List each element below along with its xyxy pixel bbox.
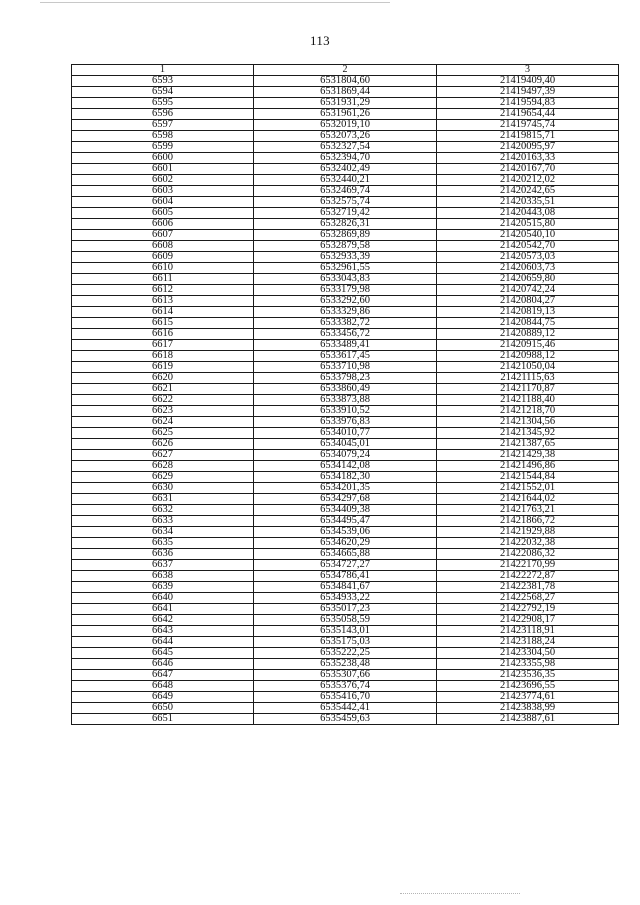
point-number-cell: 6641 bbox=[72, 604, 254, 615]
table-row bbox=[72, 538, 619, 549]
table-row bbox=[72, 296, 619, 307]
table-row bbox=[72, 351, 619, 362]
table-row bbox=[72, 87, 619, 98]
x-coordinate-cell: 6534495,47 bbox=[254, 516, 437, 527]
y-coordinate-cell: 21420844,75 bbox=[437, 318, 619, 329]
y-coordinate-cell: 21423696,55 bbox=[437, 681, 619, 692]
point-number-cell: 6608 bbox=[72, 241, 254, 252]
y-coordinate-cell: 21419815,71 bbox=[437, 131, 619, 142]
table-row bbox=[72, 593, 619, 604]
x-coordinate-cell: 6532961,55 bbox=[254, 263, 437, 274]
table-row bbox=[72, 670, 619, 681]
x-coordinate-cell: 6532394,70 bbox=[254, 153, 437, 164]
table-row bbox=[72, 307, 619, 318]
table-row bbox=[72, 131, 619, 142]
point-number-cell: 6650 bbox=[72, 703, 254, 714]
x-coordinate-cell: 6535442,41 bbox=[254, 703, 437, 714]
y-coordinate-cell: 21422170,99 bbox=[437, 560, 619, 571]
table-row bbox=[72, 472, 619, 483]
y-coordinate-cell: 21421387,65 bbox=[437, 439, 619, 450]
x-coordinate-cell: 6533382,72 bbox=[254, 318, 437, 329]
y-coordinate-cell: 21422086,32 bbox=[437, 549, 619, 560]
point-number-cell: 6634 bbox=[72, 527, 254, 538]
point-number-cell: 6602 bbox=[72, 175, 254, 186]
point-number-cell: 6647 bbox=[72, 670, 254, 681]
point-number-cell: 6638 bbox=[72, 571, 254, 582]
y-coordinate-cell: 21421544,84 bbox=[437, 472, 619, 483]
x-coordinate-cell: 6532879,58 bbox=[254, 241, 437, 252]
table-row bbox=[72, 263, 619, 274]
y-coordinate-cell: 21421496,86 bbox=[437, 461, 619, 472]
x-coordinate-cell: 6533860,49 bbox=[254, 384, 437, 395]
y-coordinate-cell: 21423304,50 bbox=[437, 648, 619, 659]
y-coordinate-cell: 21421644,02 bbox=[437, 494, 619, 505]
x-coordinate-cell: 6534620,29 bbox=[254, 538, 437, 549]
point-number-cell: 6636 bbox=[72, 549, 254, 560]
y-coordinate-cell: 21420335,51 bbox=[437, 197, 619, 208]
x-coordinate-cell: 6532933,39 bbox=[254, 252, 437, 263]
table-row bbox=[72, 219, 619, 230]
table-row bbox=[72, 582, 619, 593]
y-coordinate-cell: 21422381,78 bbox=[437, 582, 619, 593]
x-coordinate-cell: 6532826,31 bbox=[254, 219, 437, 230]
table-row bbox=[72, 626, 619, 637]
table-row bbox=[72, 274, 619, 285]
table-row bbox=[72, 340, 619, 351]
table-row bbox=[72, 714, 619, 725]
table-row bbox=[72, 549, 619, 560]
x-coordinate-cell: 6535058,59 bbox=[254, 615, 437, 626]
y-coordinate-cell: 21420988,12 bbox=[437, 351, 619, 362]
x-coordinate-cell: 6534201,35 bbox=[254, 483, 437, 494]
x-coordinate-cell: 6531961,26 bbox=[254, 109, 437, 120]
point-number-cell: 6625 bbox=[72, 428, 254, 439]
x-coordinate-cell: 6534409,38 bbox=[254, 505, 437, 516]
y-coordinate-cell: 21421345,92 bbox=[437, 428, 619, 439]
y-coordinate-cell: 21423774,61 bbox=[437, 692, 619, 703]
y-coordinate-cell: 21420889,12 bbox=[437, 329, 619, 340]
x-coordinate-cell: 6534079,24 bbox=[254, 450, 437, 461]
table-row bbox=[72, 109, 619, 120]
x-coordinate-cell: 6533043,83 bbox=[254, 274, 437, 285]
table-row bbox=[72, 681, 619, 692]
point-number-cell: 6637 bbox=[72, 560, 254, 571]
x-coordinate-cell: 6535175,03 bbox=[254, 637, 437, 648]
table-row bbox=[72, 186, 619, 197]
table-row bbox=[72, 153, 619, 164]
x-coordinate-cell: 6533617,45 bbox=[254, 351, 437, 362]
point-number-cell: 6646 bbox=[72, 659, 254, 670]
y-coordinate-cell: 21423536,35 bbox=[437, 670, 619, 681]
header-row bbox=[72, 65, 619, 76]
point-number-cell: 6599 bbox=[72, 142, 254, 153]
point-number-cell: 6618 bbox=[72, 351, 254, 362]
table-row bbox=[72, 406, 619, 417]
x-coordinate-cell: 6535222,25 bbox=[254, 648, 437, 659]
point-number-cell: 6644 bbox=[72, 637, 254, 648]
y-coordinate-cell: 21419745,74 bbox=[437, 120, 619, 131]
column-header-2: 2 bbox=[254, 65, 437, 76]
column-header-1: 1 bbox=[72, 65, 254, 76]
table-row bbox=[72, 142, 619, 153]
y-coordinate-cell: 21420443,08 bbox=[437, 208, 619, 219]
y-coordinate-cell: 21423887,61 bbox=[437, 714, 619, 725]
point-number-cell: 6631 bbox=[72, 494, 254, 505]
y-coordinate-cell: 21419594,83 bbox=[437, 98, 619, 109]
point-number-cell: 6642 bbox=[72, 615, 254, 626]
y-coordinate-cell: 21423838,99 bbox=[437, 703, 619, 714]
table-row bbox=[72, 395, 619, 406]
y-coordinate-cell: 21421188,40 bbox=[437, 395, 619, 406]
point-number-cell: 6597 bbox=[72, 120, 254, 131]
y-coordinate-cell: 21420542,70 bbox=[437, 241, 619, 252]
x-coordinate-cell: 6534010,77 bbox=[254, 428, 437, 439]
x-coordinate-cell: 6534182,30 bbox=[254, 472, 437, 483]
x-coordinate-cell: 6534786,41 bbox=[254, 571, 437, 582]
y-coordinate-cell: 21421304,56 bbox=[437, 417, 619, 428]
table-row bbox=[72, 362, 619, 373]
point-number-cell: 6635 bbox=[72, 538, 254, 549]
point-number-cell: 6610 bbox=[72, 263, 254, 274]
point-number-cell: 6600 bbox=[72, 153, 254, 164]
table-header bbox=[72, 65, 619, 76]
table-row bbox=[72, 208, 619, 219]
y-coordinate-cell: 21423188,24 bbox=[437, 637, 619, 648]
x-coordinate-cell: 6535307,66 bbox=[254, 670, 437, 681]
x-coordinate-cell: 6533489,41 bbox=[254, 340, 437, 351]
page-number: 113 bbox=[310, 33, 330, 48]
table-row bbox=[72, 450, 619, 461]
table-row bbox=[72, 98, 619, 109]
point-number-cell: 6616 bbox=[72, 329, 254, 340]
y-coordinate-cell: 21420819,13 bbox=[437, 307, 619, 318]
point-number-cell: 6615 bbox=[72, 318, 254, 329]
x-coordinate-cell: 6532469,74 bbox=[254, 186, 437, 197]
x-coordinate-cell: 6533329,86 bbox=[254, 307, 437, 318]
y-coordinate-cell: 21420804,27 bbox=[437, 296, 619, 307]
x-coordinate-cell: 6534539,06 bbox=[254, 527, 437, 538]
table-row bbox=[72, 527, 619, 538]
point-number-cell: 6596 bbox=[72, 109, 254, 120]
x-coordinate-cell: 6532073,26 bbox=[254, 131, 437, 142]
x-coordinate-cell: 6534727,27 bbox=[254, 560, 437, 571]
x-coordinate-cell: 6535143,01 bbox=[254, 626, 437, 637]
x-coordinate-cell: 6533456,72 bbox=[254, 329, 437, 340]
y-coordinate-cell: 21419497,39 bbox=[437, 87, 619, 98]
x-coordinate-cell: 6534665,88 bbox=[254, 549, 437, 560]
point-number-cell: 6617 bbox=[72, 340, 254, 351]
point-number-cell: 6603 bbox=[72, 186, 254, 197]
scan-edge-line bbox=[40, 2, 390, 3]
y-coordinate-cell: 21420573,03 bbox=[437, 252, 619, 263]
y-coordinate-cell: 21421866,72 bbox=[437, 516, 619, 527]
point-number-cell: 6612 bbox=[72, 285, 254, 296]
y-coordinate-cell: 21421115,63 bbox=[437, 373, 619, 384]
x-coordinate-cell: 6534297,68 bbox=[254, 494, 437, 505]
table-row bbox=[72, 175, 619, 186]
x-coordinate-cell: 6531931,29 bbox=[254, 98, 437, 109]
table-row bbox=[72, 483, 619, 494]
point-number-cell: 6614 bbox=[72, 307, 254, 318]
table-row bbox=[72, 494, 619, 505]
y-coordinate-cell: 21420515,80 bbox=[437, 219, 619, 230]
point-number-cell: 6605 bbox=[72, 208, 254, 219]
x-coordinate-cell: 6532869,89 bbox=[254, 230, 437, 241]
point-number-cell: 6598 bbox=[72, 131, 254, 142]
point-number-cell: 6649 bbox=[72, 692, 254, 703]
table-body bbox=[72, 76, 619, 725]
point-number-cell: 6648 bbox=[72, 681, 254, 692]
point-number-cell: 6611 bbox=[72, 274, 254, 285]
point-number-cell: 6623 bbox=[72, 406, 254, 417]
point-number-cell: 6619 bbox=[72, 362, 254, 373]
y-coordinate-cell: 21421929,88 bbox=[437, 527, 619, 538]
point-number-cell: 6630 bbox=[72, 483, 254, 494]
y-coordinate-cell: 21420915,46 bbox=[437, 340, 619, 351]
y-coordinate-cell: 21423118,91 bbox=[437, 626, 619, 637]
x-coordinate-cell: 6534841,67 bbox=[254, 582, 437, 593]
column-header-3: 3 bbox=[437, 65, 619, 76]
table-row bbox=[72, 648, 619, 659]
table-row bbox=[72, 230, 619, 241]
point-number-cell: 6645 bbox=[72, 648, 254, 659]
x-coordinate-cell: 6535017,23 bbox=[254, 604, 437, 615]
table-row bbox=[72, 197, 619, 208]
y-coordinate-cell: 21421429,38 bbox=[437, 450, 619, 461]
x-coordinate-cell: 6532575,74 bbox=[254, 197, 437, 208]
point-number-cell: 6651 bbox=[72, 714, 254, 725]
y-coordinate-cell: 21421218,70 bbox=[437, 406, 619, 417]
table-row bbox=[72, 318, 619, 329]
scan-edge-line-bottom bbox=[400, 893, 520, 894]
y-coordinate-cell: 21420095,97 bbox=[437, 142, 619, 153]
point-number-cell: 6628 bbox=[72, 461, 254, 472]
y-coordinate-cell: 21422792,19 bbox=[437, 604, 619, 615]
x-coordinate-cell: 6532719,42 bbox=[254, 208, 437, 219]
x-coordinate-cell: 6535238,48 bbox=[254, 659, 437, 670]
table-row bbox=[72, 659, 619, 670]
table-row bbox=[72, 516, 619, 527]
y-coordinate-cell: 21419654,44 bbox=[437, 109, 619, 120]
table-row bbox=[72, 692, 619, 703]
x-coordinate-cell: 6531869,44 bbox=[254, 87, 437, 98]
point-number-cell: 6640 bbox=[72, 593, 254, 604]
x-coordinate-cell: 6535416,70 bbox=[254, 692, 437, 703]
y-coordinate-cell: 21421170,87 bbox=[437, 384, 619, 395]
x-coordinate-cell: 6534933,22 bbox=[254, 593, 437, 604]
x-coordinate-cell: 6532327,54 bbox=[254, 142, 437, 153]
y-coordinate-cell: 21423355,98 bbox=[437, 659, 619, 670]
point-number-cell: 6622 bbox=[72, 395, 254, 406]
x-coordinate-cell: 6533179,98 bbox=[254, 285, 437, 296]
x-coordinate-cell: 6535376,74 bbox=[254, 681, 437, 692]
table-row bbox=[72, 637, 619, 648]
y-coordinate-cell: 21421050,04 bbox=[437, 362, 619, 373]
y-coordinate-cell: 21421763,21 bbox=[437, 505, 619, 516]
table-row bbox=[72, 384, 619, 395]
table-row bbox=[72, 615, 619, 626]
table-row bbox=[72, 571, 619, 582]
point-number-cell: 6624 bbox=[72, 417, 254, 428]
y-coordinate-cell: 21422272,87 bbox=[437, 571, 619, 582]
point-number-cell: 6620 bbox=[72, 373, 254, 384]
point-number-cell: 6613 bbox=[72, 296, 254, 307]
y-coordinate-cell: 21422032,38 bbox=[437, 538, 619, 549]
point-number-cell: 6626 bbox=[72, 439, 254, 450]
table-row bbox=[72, 285, 619, 296]
y-coordinate-cell: 21420167,70 bbox=[437, 164, 619, 175]
x-coordinate-cell: 6533910,52 bbox=[254, 406, 437, 417]
point-number-cell: 6643 bbox=[72, 626, 254, 637]
x-coordinate-cell: 6533976,83 bbox=[254, 417, 437, 428]
table-row bbox=[72, 373, 619, 384]
y-coordinate-cell: 21420242,65 bbox=[437, 186, 619, 197]
point-number-cell: 6621 bbox=[72, 384, 254, 395]
point-number-cell: 6607 bbox=[72, 230, 254, 241]
point-number-cell: 6627 bbox=[72, 450, 254, 461]
x-coordinate-cell: 6534142,08 bbox=[254, 461, 437, 472]
point-number-cell: 6601 bbox=[72, 164, 254, 175]
table-row bbox=[72, 417, 619, 428]
x-coordinate-cell: 6533798,23 bbox=[254, 373, 437, 384]
x-coordinate-cell: 6535459,63 bbox=[254, 714, 437, 725]
point-number-cell: 6593 bbox=[72, 76, 254, 87]
x-coordinate-cell: 6534045,01 bbox=[254, 439, 437, 450]
y-coordinate-cell: 21422908,17 bbox=[437, 615, 619, 626]
x-coordinate-cell: 6533873,88 bbox=[254, 395, 437, 406]
point-number-cell: 6606 bbox=[72, 219, 254, 230]
point-number-cell: 6633 bbox=[72, 516, 254, 527]
y-coordinate-cell: 21420163,33 bbox=[437, 153, 619, 164]
table-row bbox=[72, 428, 619, 439]
table-row bbox=[72, 164, 619, 175]
table-row bbox=[72, 439, 619, 450]
y-coordinate-cell: 21421552,01 bbox=[437, 483, 619, 494]
point-number-cell: 6604 bbox=[72, 197, 254, 208]
x-coordinate-cell: 6533710,98 bbox=[254, 362, 437, 373]
y-coordinate-cell: 21419409,40 bbox=[437, 76, 619, 87]
x-coordinate-cell: 6532402,49 bbox=[254, 164, 437, 175]
table-row bbox=[72, 76, 619, 87]
table-row bbox=[72, 329, 619, 340]
table-row bbox=[72, 505, 619, 516]
coordinates-table bbox=[71, 64, 619, 725]
table-row bbox=[72, 604, 619, 615]
point-number-cell: 6594 bbox=[72, 87, 254, 98]
point-number-cell: 6595 bbox=[72, 98, 254, 109]
table-row bbox=[72, 560, 619, 571]
table-row bbox=[72, 252, 619, 263]
y-coordinate-cell: 21422568,27 bbox=[437, 593, 619, 604]
table-row bbox=[72, 120, 619, 131]
table-row bbox=[72, 461, 619, 472]
y-coordinate-cell: 21420659,80 bbox=[437, 274, 619, 285]
y-coordinate-cell: 21420540,10 bbox=[437, 230, 619, 241]
y-coordinate-cell: 21420742,24 bbox=[437, 285, 619, 296]
x-coordinate-cell: 6532440,21 bbox=[254, 175, 437, 186]
point-number-cell: 6639 bbox=[72, 582, 254, 593]
point-number-cell: 6629 bbox=[72, 472, 254, 483]
table-row bbox=[72, 703, 619, 714]
y-coordinate-cell: 21420603,73 bbox=[437, 263, 619, 274]
x-coordinate-cell: 6532019,10 bbox=[254, 120, 437, 131]
x-coordinate-cell: 6531804,60 bbox=[254, 76, 437, 87]
point-number-cell: 6609 bbox=[72, 252, 254, 263]
x-coordinate-cell: 6533292,60 bbox=[254, 296, 437, 307]
y-coordinate-cell: 21420212,02 bbox=[437, 175, 619, 186]
table-row bbox=[72, 241, 619, 252]
point-number-cell: 6632 bbox=[72, 505, 254, 516]
